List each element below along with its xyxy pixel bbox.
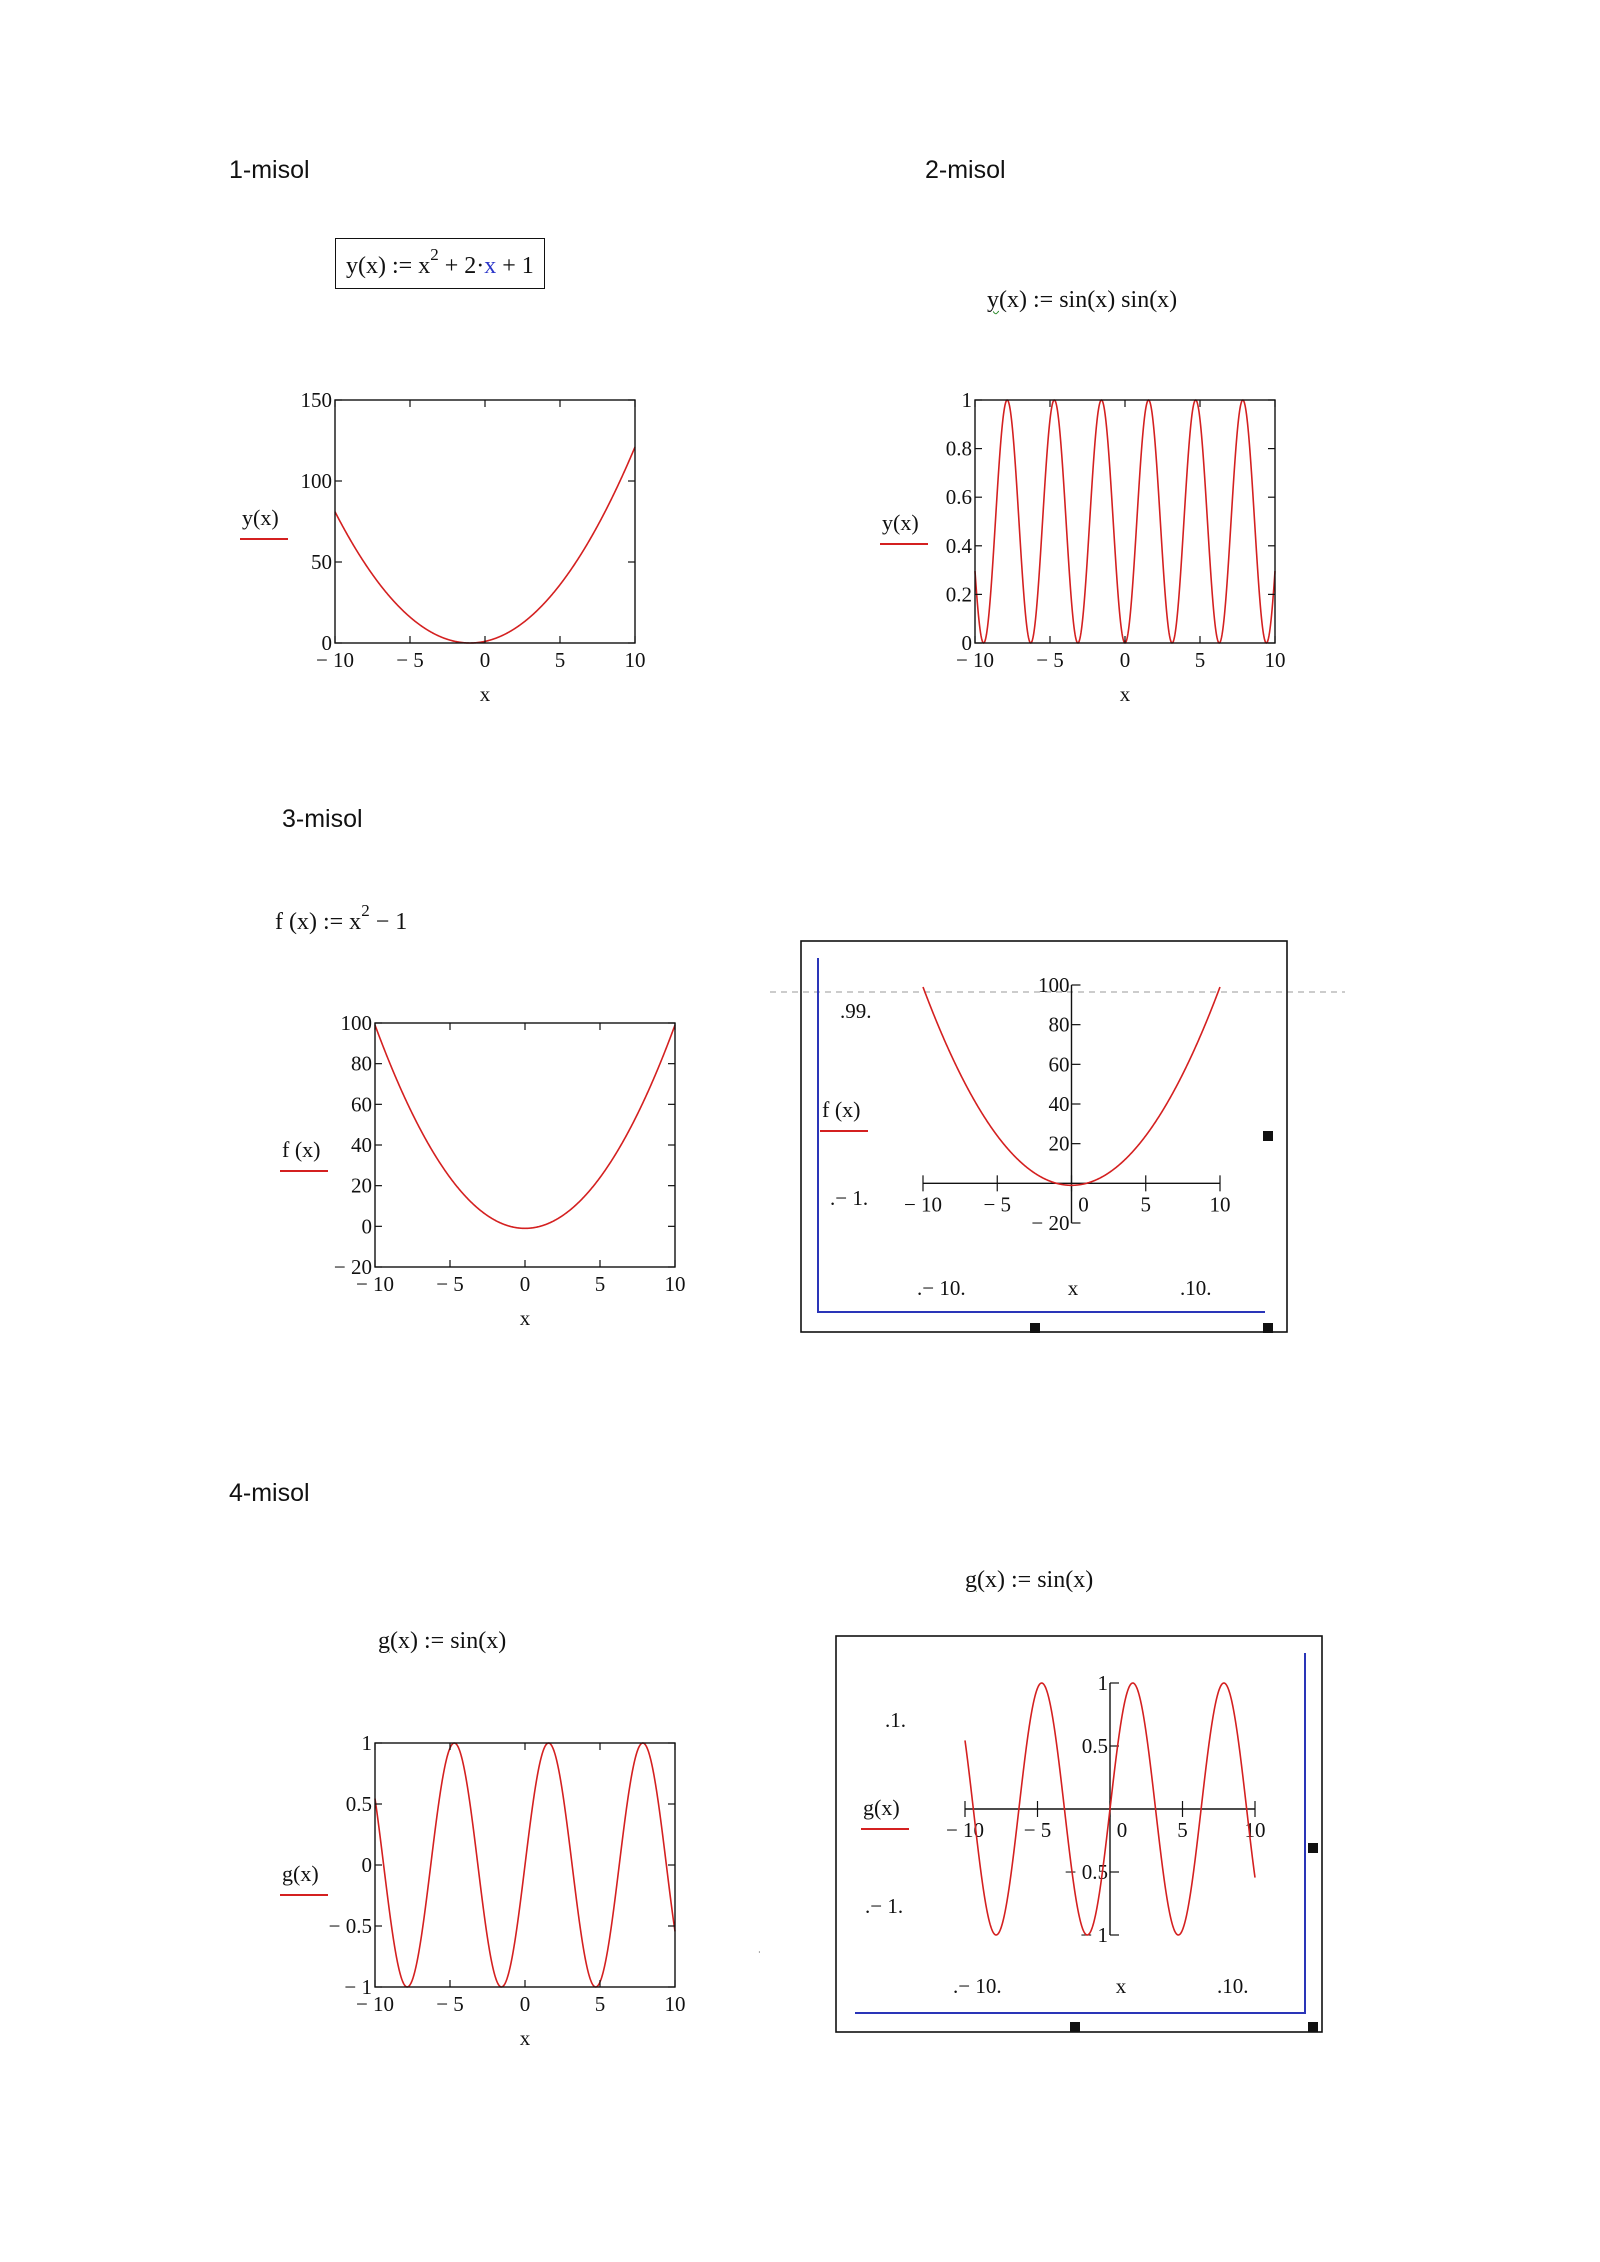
y-tick-label: 150 [300,388,332,412]
heading-example-2: 2-misol [925,156,1006,184]
y-tick-label: 100 [340,1011,372,1035]
y-min-field: .− 1. [830,1186,869,1210]
x-tick-label: − 10 [945,1818,985,1842]
x-tick-label: 10 [624,648,646,672]
x-tick-label: 5 [594,1992,606,2016]
x-axis-label: x [479,682,491,706]
y-tick-label: 1 [1097,1671,1108,1695]
x-tick-label: 10 [1209,1192,1231,1217]
x-tick-label: 10 [664,1992,686,2016]
formula-body: (x) := sin(x) [390,1628,507,1654]
y-tick-label: 0.5 [345,1792,372,1816]
y-max-field: .99. [840,999,872,1023]
x-tick-label: − 5 [396,648,424,672]
formula-exponent: 2 [361,901,370,920]
x-tick-label: − 5 [436,1272,464,1296]
curve [975,400,1275,643]
y-tick-label: 80 [351,1051,372,1076]
y-tick-label: 60 [1048,1052,1070,1077]
plot-example-3-editing[interactable] [800,940,1290,1335]
x-tick-label: − 5 [1023,1818,1052,1842]
x-axis-label: x [1115,1974,1127,1998]
resize-handle [1030,1323,1040,1333]
heading-example-4: 4-misol [229,1479,310,1507]
x-min-field: .− 10. [917,1276,966,1300]
y-axis-label: y(x) [242,505,279,530]
plot-example-4b-editing[interactable] [835,1635,1325,2035]
formula-name: y [987,287,999,313]
resize-handle [1070,2022,1080,2032]
y-tick-label: 0.5 [1081,1734,1108,1758]
x-tick-label: − 5 [436,1992,464,2016]
x-max-field: .10. [1217,1974,1249,1998]
y-tick-label: 0 [361,1214,372,1239]
resize-handle [1263,1323,1273,1333]
x-tick-label: 0 [519,1992,531,2016]
x-tick-label: − 10 [903,1192,943,1217]
y-axis-label: g(x) [863,1795,900,1820]
x-max-field: .10. [1180,1276,1212,1300]
x-tick-label: − 10 [315,648,355,672]
formula-body: (x) := sin(x) sin(x) [999,287,1178,313]
y-tick-label: 40 [351,1133,372,1157]
y-tick-label: − 1 [1080,1923,1108,1947]
x-tick-label: 10 [1264,648,1286,672]
x-axis-label: x [1119,682,1131,706]
y-tick-label: 0.2 [945,582,972,607]
y-tick-label: 0.4 [945,533,972,558]
x-tick-label: − 10 [955,648,995,672]
x-tick-label: 5 [1140,1192,1151,1217]
x-tick-label: − 5 [983,1192,1012,1217]
y-axis-label: f (x) [822,1097,861,1122]
heading-example-3: 3-misol [282,805,363,833]
y-tick-label: 0.6 [945,485,972,510]
resize-handle [1308,1843,1318,1853]
x-tick-label: 5 [554,648,566,672]
y-tick-label: 80 [1048,1012,1070,1037]
curve [375,1743,675,1987]
y-max-field: .1. [885,1708,906,1732]
x-axis-label: x [519,2026,531,2050]
y-tick-label: 20 [1048,1131,1070,1156]
x-tick-label: 5 [1177,1818,1188,1842]
x-tick-label: 0 [479,648,491,672]
plot-frame [975,400,1275,643]
y-tick-label: 20 [351,1173,372,1198]
x-tick-label: 0 [519,1272,531,1296]
formula-tail: − 1 [369,909,408,935]
y-tick-label: − 20 [1031,1211,1070,1235]
y-tick-label: 100 [1038,973,1070,997]
y-tick-label: − 20 [333,1255,372,1279]
plot-frame [375,1023,675,1267]
plot-frame [335,400,635,643]
heading-example-1: 1-misol [229,156,310,184]
x-min-field: .− 10. [953,1974,1002,1998]
x-tick-label: 5 [1194,648,1206,672]
y-axis-label: f (x) [282,1137,321,1162]
y-tick-label: 100 [300,469,332,493]
formula-body: (x) := sin(x) [977,1567,1094,1593]
x-tick-label: 0 [1116,1818,1128,1842]
x-tick-label: 10 [1244,1818,1266,1842]
x-tick-label: − 10 [355,1992,395,2016]
x-tick-label: 5 [594,1272,606,1296]
y-min-field: .− 1. [865,1894,904,1918]
y-axis-label: y(x) [882,510,919,535]
curve [375,1025,675,1228]
y-tick-label: 40 [1048,1092,1070,1116]
formula-exponent: 2 [430,245,439,264]
y-tick-label: 0 [321,631,332,655]
x-axis-label: x [1067,1276,1079,1300]
formula-lhs: y(x) := x [346,253,431,279]
formula-mid: + 2· [438,253,485,279]
y-tick-label: 60 [351,1092,372,1117]
curve [335,447,635,643]
formula-name: g [965,1567,977,1593]
x-tick-label: − 5 [1036,648,1064,672]
y-tick-label: 0.8 [945,436,972,461]
plot-example-1[interactable] [230,385,650,725]
y-tick-label: 50 [311,550,332,574]
y-tick-label: 0 [361,1853,372,1877]
resize-handle [1308,2022,1318,2032]
formula-cursor-variable: x [484,253,497,279]
formula-tail: + 1 [496,253,534,279]
y-tick-label: − 0.5 [1064,1860,1108,1884]
y-tick-label: − 0.5 [328,1914,372,1938]
formula-lhs: f (x) := x [275,909,362,935]
y-tick-label: 0 [961,631,972,655]
x-tick-label: 0 [1078,1192,1089,1217]
selection-bracket [818,958,1265,1312]
x-axis-label: x [519,1306,531,1330]
stray-dot: · [758,1948,761,1957]
formula-name: g [378,1628,390,1654]
selection-bracket [855,1653,1305,2013]
y-tick-label: 1 [361,1731,372,1755]
plot-example-4a[interactable] [270,1725,700,2070]
plot-example-2[interactable] [870,385,1290,725]
plot-example-3[interactable] [270,1005,700,1350]
y-axis-label: g(x) [282,1861,319,1886]
x-tick-label: 10 [664,1272,686,1296]
y-tick-label: − 1 [344,1975,372,1999]
x-tick-label: − 10 [355,1272,395,1296]
x-tick-label: 0 [1119,648,1131,672]
resize-handle [1263,1131,1273,1141]
region-frame [801,941,1287,1332]
y-tick-label: 1 [961,388,972,412]
